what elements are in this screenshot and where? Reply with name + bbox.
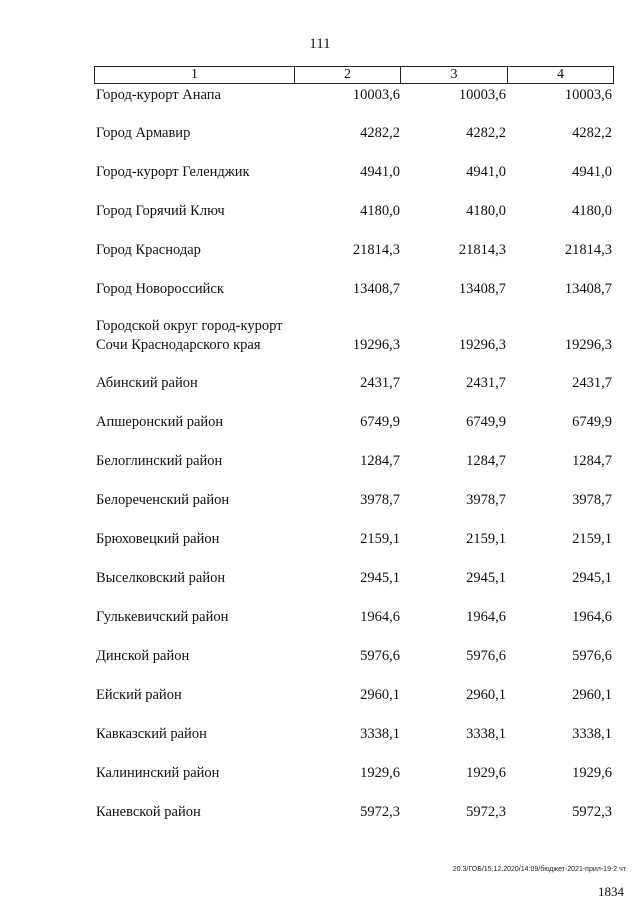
table-row [94,569,614,588]
row-value-col-4: 21814,3 [564,242,612,258]
table-row [94,803,614,822]
row-name: Калининский район [96,765,220,781]
row-value-col-2: 5972,3 [360,804,400,820]
table-row [94,374,614,393]
row-value-col-4: 2945,1 [572,570,612,586]
header-col-2: 2 [294,67,400,83]
row-value-col-2: 2945,1 [360,570,400,586]
row-value-col-3: 1929,6 [466,765,506,781]
row-value-col-2: 1964,6 [360,609,400,625]
row-value-col-4: 4282,2 [572,125,612,141]
table-row [94,86,614,105]
sheet-number: 1834 [598,884,624,899]
row-value-col-3: 13408,7 [458,281,506,297]
row-value-col-4: 19296,3 [564,337,612,353]
row-value-col-3: 3338,1 [466,726,506,742]
row-value-col-4: 4180,0 [572,203,612,219]
table-row [94,413,614,432]
row-name: Кавказский район [96,726,207,742]
row-value-col-4: 3978,7 [572,492,612,508]
row-value-col-3: 5976,6 [466,648,506,664]
row-value-col-4: 2159,1 [572,531,612,547]
row-name: Белоглинский район [96,453,223,469]
header-col-3: 3 [400,67,507,83]
row-value-col-4: 1964,6 [572,609,612,625]
row-value-col-3: 2159,1 [466,531,506,547]
row-name: Гулькевичский район [96,609,229,625]
row-value-col-4: 10003,6 [564,87,612,103]
table-row [94,317,614,355]
row-name: Апшеронский район [96,414,224,430]
row-value-col-3: 1964,6 [466,609,506,625]
row-name: Город Горячий Ключ [96,203,225,219]
row-value-col-4: 1929,6 [572,765,612,781]
table-row [94,647,614,666]
row-value-col-2: 5976,6 [360,648,400,664]
row-name: Город Армавир [96,125,191,141]
row-value-col-2: 10003,6 [352,87,400,103]
row-value-col-2: 3978,7 [360,492,400,508]
row-value-col-2: 4282,2 [360,125,400,141]
row-value-col-3: 2431,7 [466,375,506,391]
row-value-col-4: 6749,9 [572,414,612,430]
row-value-col-2: 2960,1 [360,687,400,703]
row-value-col-3: 4941,0 [466,164,506,180]
table-row [94,530,614,549]
row-value-col-4: 5972,3 [572,804,612,820]
row-value-col-4: 5976,6 [572,648,612,664]
header-col-4: 4 [507,67,613,83]
row-value-col-4: 4941,0 [572,164,612,180]
header-col-1: 1 [191,67,198,82]
table-header [94,66,614,84]
row-value-col-2: 2431,7 [360,375,400,391]
table-row [94,124,614,143]
table-row [94,280,614,299]
row-value-col-2: 19296,3 [352,337,400,353]
row-value-col-2: 3338,1 [360,726,400,742]
row-value-col-3: 21814,3 [458,242,506,258]
row-name: Городской округ город-курорт [96,318,283,334]
row-name: Каневской район [96,804,201,820]
row-value-col-2: 4941,0 [360,164,400,180]
row-value-col-4: 1284,7 [572,453,612,469]
row-name: Город Новороссийск [96,281,224,297]
table-row [94,452,614,471]
row-value-col-2: 1284,7 [360,453,400,469]
row-value-col-3: 2945,1 [466,570,506,586]
row-value-col-2: 6749,9 [360,414,400,430]
row-value-col-2: 4180,0 [360,203,400,219]
row-value-col-2: 2159,1 [360,531,400,547]
row-value-col-2: 1929,6 [360,765,400,781]
row-value-col-3: 4180,0 [466,203,506,219]
row-value-col-2: 13408,7 [352,281,400,297]
row-value-col-3: 1284,7 [466,453,506,469]
row-value-col-2: 21814,3 [352,242,400,258]
row-name: Брюховецкий район [96,531,220,547]
row-value-col-3: 10003,6 [458,87,506,103]
row-value-col-3: 6749,9 [466,414,506,430]
table-row [94,686,614,705]
table-row [94,202,614,221]
row-value-col-3: 19296,3 [458,337,506,353]
row-value-col-4: 2960,1 [572,687,612,703]
row-value-col-4: 3338,1 [572,726,612,742]
row-name: Город-курорт Геленджик [96,164,250,180]
row-name: Динской район [96,648,190,664]
table-row [94,725,614,744]
row-value-col-4: 2431,7 [572,375,612,391]
footer-reference: 20.3/ГОБ/15.12.2020/14:09/бюджет-2021-прил-19-2 чт [452,866,626,873]
table-row [94,608,614,627]
row-name: Ейский район [96,687,182,703]
row-value-col-3: 3978,7 [466,492,506,508]
row-value-col-3: 2960,1 [466,687,506,703]
table-row [94,163,614,182]
table-row [94,764,614,783]
row-name: Белореченский район [96,492,230,508]
row-name: Выселковский район [96,570,226,586]
page-number: 111 [309,36,331,52]
row-name: Город-курорт Анапа [96,87,221,103]
row-value-col-3: 4282,2 [466,125,506,141]
row-value-col-3: 5972,3 [466,804,506,820]
table-row [94,491,614,510]
table-row [94,241,614,260]
row-name: Абинский район [96,375,198,391]
row-name: Город Краснодар [96,242,201,258]
row-value-col-4: 13408,7 [564,281,612,297]
row-name-continued: Сочи Краснодарского края [96,337,261,353]
